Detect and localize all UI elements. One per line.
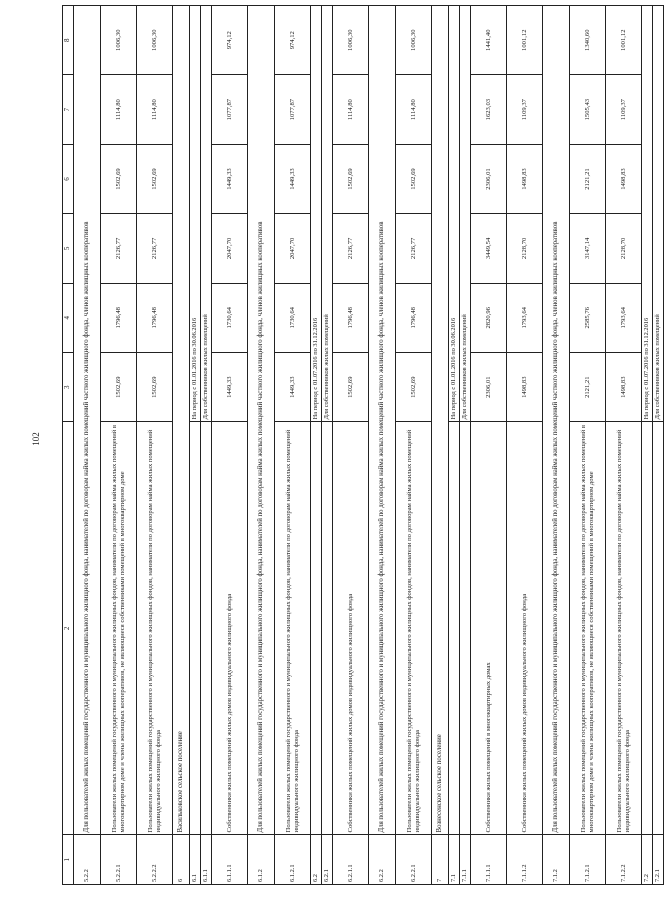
table-row bbox=[101, 6, 137, 885]
section-row bbox=[173, 6, 190, 885]
row-code: 6.2.1 bbox=[322, 835, 333, 885]
tariff-value: 1340,60 bbox=[570, 6, 606, 75]
table-row bbox=[275, 6, 311, 885]
tariff-value: 1796,48 bbox=[137, 283, 173, 352]
tariff-value: 1449,33 bbox=[275, 144, 311, 213]
table-row bbox=[333, 6, 369, 885]
tariff-value: 1001,12 bbox=[606, 6, 642, 75]
period-label: На период с 01.01.2016 по 30.06.2016 bbox=[190, 6, 201, 422]
row-description: Пользователи жилых помещений государственного и муниципального жилищных фондов, наниматели по договорам найма жилых помещений индивидуального жилищного фонда bbox=[137, 422, 173, 835]
column-number: 6 bbox=[63, 144, 74, 213]
row-code: 6.2.1.1 bbox=[333, 835, 369, 885]
header-row bbox=[543, 6, 570, 885]
tariff-value: 2128,70 bbox=[507, 214, 543, 283]
tariff-value: 1505,43 bbox=[570, 75, 606, 144]
empty-cell bbox=[190, 422, 201, 835]
row-code: 7.1 bbox=[449, 835, 460, 885]
empty-cell bbox=[642, 422, 653, 835]
tariff-value: 1796,48 bbox=[396, 283, 432, 352]
row-code: 7.1.2.1 bbox=[570, 835, 606, 885]
rotated-page bbox=[62, 5, 662, 885]
row-code: 6.1.1.1 bbox=[212, 835, 248, 885]
table-row bbox=[507, 6, 543, 885]
tariff-value: 2126,77 bbox=[101, 214, 137, 283]
column-number: 3 bbox=[63, 352, 74, 421]
tariff-value: 2126,77 bbox=[333, 214, 369, 283]
table-body bbox=[74, 6, 664, 885]
sub-row bbox=[653, 6, 664, 885]
empty-cell bbox=[449, 422, 460, 835]
tariff-value: 1449,33 bbox=[212, 352, 248, 421]
group-header: Для пользователей жилых помещений государственного и муниципального жилищного фонда, нанимателей по договорам найма жилых помещений частного жилищного фонда, членов жилищных кооперативов bbox=[248, 6, 275, 835]
table-row bbox=[570, 6, 606, 885]
row-code: 6.1.2.1 bbox=[275, 835, 311, 885]
column-number: 8 bbox=[63, 6, 74, 75]
tariff-value: 1114,80 bbox=[396, 75, 432, 144]
table-row bbox=[212, 6, 248, 885]
empty-cell bbox=[653, 422, 664, 835]
section-title: Васильковское сельское поселение bbox=[173, 6, 190, 835]
group-header: Для пользователей жилых помещений государственного и муниципального жилищного фонда, нанимателей по договорам найма жилых помещений частного жилищного фонда, членов жилищных кооперативов bbox=[74, 6, 101, 835]
sub-row bbox=[322, 6, 333, 885]
column-number: 2 bbox=[63, 422, 74, 835]
tariff-value: 974,12 bbox=[212, 6, 248, 75]
tariff-value: 1114,80 bbox=[333, 75, 369, 144]
tariff-value: 1502,69 bbox=[396, 144, 432, 213]
empty-cell bbox=[322, 422, 333, 835]
row-code: 7.2.1 bbox=[653, 835, 664, 885]
empty-cell bbox=[311, 422, 322, 835]
column-number: 1 bbox=[63, 835, 74, 885]
tariff-value: 1623,03 bbox=[471, 75, 507, 144]
section-row bbox=[432, 6, 449, 885]
tariff-value: 3449,54 bbox=[471, 214, 507, 283]
table-row bbox=[471, 6, 507, 885]
row-description: Пользователи жилых помещений государственного и муниципального жилищных фондов, наниматели по договорам найма жилых помещений в многоквартирном доме и члены жилищных кооперативов, не являющиеся собственниками помещений в многоквартирном доме bbox=[101, 422, 137, 835]
row-code: 5.2.2 bbox=[74, 835, 101, 885]
tariff-value: 1449,33 bbox=[275, 352, 311, 421]
column-number: 4 bbox=[63, 283, 74, 352]
tariff-value: 1006,30 bbox=[101, 6, 137, 75]
table-row bbox=[606, 6, 642, 885]
row-description: Собственники жилых помещений жилых домов индивидуального жилищного фонда bbox=[333, 422, 369, 835]
tariff-value: 1502,69 bbox=[101, 352, 137, 421]
row-description: Пользователи жилых помещений государственного и муниципального жилищных фондов, наниматели по договорам найма жилых помещений индивидуального жилищного фонда bbox=[275, 422, 311, 835]
tariff-value: 1109,37 bbox=[606, 75, 642, 144]
tariff-value: 1796,48 bbox=[333, 283, 369, 352]
row-description: Пользователи жилых помещений государственного и муниципального жилищных фондов, наниматели по договорам найма жилых помещений индивидуального жилищного фонда bbox=[396, 422, 432, 835]
row-code: 6 bbox=[173, 835, 190, 885]
tariff-value: 1730,64 bbox=[275, 283, 311, 352]
row-code: 7.1.2 bbox=[543, 835, 570, 885]
subgroup-label: Для собственников жилых помещений bbox=[653, 6, 664, 422]
period-row bbox=[311, 6, 322, 885]
sub-row bbox=[201, 6, 212, 885]
tariff-value: 2047,70 bbox=[212, 214, 248, 283]
tariff-value: 1114,80 bbox=[101, 75, 137, 144]
row-code: 6.2.2.1 bbox=[396, 835, 432, 885]
tariff-value: 1006,30 bbox=[137, 6, 173, 75]
tariff-value: 1502,69 bbox=[333, 352, 369, 421]
header-row bbox=[248, 6, 275, 885]
tariff-value: 2306,01 bbox=[471, 352, 507, 421]
tariff-value: 2126,77 bbox=[396, 214, 432, 283]
tariff-value: 1498,83 bbox=[507, 144, 543, 213]
column-number: 5 bbox=[63, 214, 74, 283]
tariff-value: 1502,69 bbox=[137, 352, 173, 421]
tariff-value: 1449,33 bbox=[212, 144, 248, 213]
row-code: 5.2.2.1 bbox=[101, 835, 137, 885]
row-code: 6.1.1 bbox=[201, 835, 212, 885]
page-number: 102 bbox=[31, 432, 41, 446]
row-description: Пользователи жилых помещений государственного и муниципального жилищных фондов, наниматели по договорам найма жилых помещений индивидуального жилищного фонда bbox=[606, 422, 642, 835]
row-code: 7.2 bbox=[642, 835, 653, 885]
row-description: Пользователи жилых помещений государственного и муниципального жилищных фондов, наниматели по договорам найма жилых помещений в многоквартирном доме и члены жилищных кооперативов, не являющиеся собственниками помещений в многоквартирном доме bbox=[570, 422, 606, 835]
tariff-value: 1498,83 bbox=[507, 352, 543, 421]
table-row bbox=[396, 6, 432, 885]
tariff-value: 1441,40 bbox=[471, 6, 507, 75]
group-header: Для пользователей жилых помещений государственного и муниципального жилищного фонда, нанимателей по договорам найма жилых помещений частного жилищного фонда, членов жилищных кооперативов bbox=[543, 6, 570, 835]
tariff-value: 1502,69 bbox=[333, 144, 369, 213]
tariff-value: 1077,87 bbox=[275, 75, 311, 144]
section-title: Вознесенское сельское поселение bbox=[432, 6, 449, 835]
sub-row bbox=[460, 6, 471, 885]
tariff-value: 2121,21 bbox=[570, 352, 606, 421]
tariff-value: 1114,80 bbox=[137, 75, 173, 144]
period-row bbox=[642, 6, 653, 885]
tariff-value: 2047,70 bbox=[275, 214, 311, 283]
tariff-value: 2306,01 bbox=[471, 144, 507, 213]
row-code: 7.1.1.1 bbox=[471, 835, 507, 885]
header-row bbox=[74, 6, 101, 885]
tariff-value: 1077,87 bbox=[212, 75, 248, 144]
tariff-value: 1502,69 bbox=[137, 144, 173, 213]
empty-cell bbox=[201, 422, 212, 835]
tariff-value: 2128,70 bbox=[606, 214, 642, 283]
tariff-value: 2820,96 bbox=[471, 283, 507, 352]
tariff-value: 1006,30 bbox=[396, 6, 432, 75]
period-label: На период с 01.07.2016 по 31.12.2016 bbox=[642, 6, 653, 422]
row-code: 7 bbox=[432, 835, 449, 885]
header-row bbox=[369, 6, 396, 885]
row-code: 5.2.2.2 bbox=[137, 835, 173, 885]
tariff-value: 2126,77 bbox=[137, 214, 173, 283]
row-description: Собственники жилых помещений жилых домов индивидуального жилищного фонда bbox=[507, 422, 543, 835]
tariff-value: 1793,64 bbox=[507, 283, 543, 352]
tariff-value: 1796,48 bbox=[101, 283, 137, 352]
subgroup-label: Для собственников жилых помещений bbox=[322, 6, 333, 422]
column-number: 7 bbox=[63, 75, 74, 144]
table-row bbox=[137, 6, 173, 885]
tariff-value: 1109,37 bbox=[507, 75, 543, 144]
column-number-row bbox=[63, 6, 74, 885]
row-code: 6.1.2 bbox=[248, 835, 275, 885]
row-description: Собственники жилых помещений жилых домов индивидуального жилищного фонда bbox=[212, 422, 248, 835]
subgroup-label: Для собственников жилых помещений bbox=[201, 6, 212, 422]
row-code: 7.1.1.2 bbox=[507, 835, 543, 885]
period-label: На период с 01.01.2016 по 30.06.2016 bbox=[449, 6, 460, 422]
period-row bbox=[449, 6, 460, 885]
row-description: Собственники жилых помещений в многоквартирных домах bbox=[471, 422, 507, 835]
row-code: 6.2 bbox=[311, 835, 322, 885]
tariff-table bbox=[62, 5, 664, 885]
tariff-value: 1502,69 bbox=[396, 352, 432, 421]
tariff-value: 2585,76 bbox=[570, 283, 606, 352]
tariff-value: 1793,64 bbox=[606, 283, 642, 352]
tariff-value: 1001,12 bbox=[507, 6, 543, 75]
tariff-value: 1006,30 bbox=[333, 6, 369, 75]
row-code: 7.1.2.2 bbox=[606, 835, 642, 885]
tariff-value: 3147,14 bbox=[570, 214, 606, 283]
tariff-value: 1502,69 bbox=[101, 144, 137, 213]
tariff-value: 1498,83 bbox=[606, 352, 642, 421]
empty-cell bbox=[460, 422, 471, 835]
tariff-value: 2121,21 bbox=[570, 144, 606, 213]
tariff-value: 974,12 bbox=[275, 6, 311, 75]
tariff-value: 1730,64 bbox=[212, 283, 248, 352]
tariff-value: 1498,83 bbox=[606, 144, 642, 213]
row-code: 6.2.2 bbox=[369, 835, 396, 885]
row-code: 7.1.1 bbox=[460, 835, 471, 885]
row-code: 6.1 bbox=[190, 835, 201, 885]
period-label: На период с 01.07.2016 по 31.12.2016 bbox=[311, 6, 322, 422]
period-row bbox=[190, 6, 201, 885]
subgroup-label: Для собственников жилых помещений bbox=[460, 6, 471, 422]
group-header: Для пользователей жилых помещений государственного и муниципального жилищного фонда, нанимателей по договорам найма жилых помещений частного жилищного фонда, членов жилищных кооперативов bbox=[369, 6, 396, 835]
